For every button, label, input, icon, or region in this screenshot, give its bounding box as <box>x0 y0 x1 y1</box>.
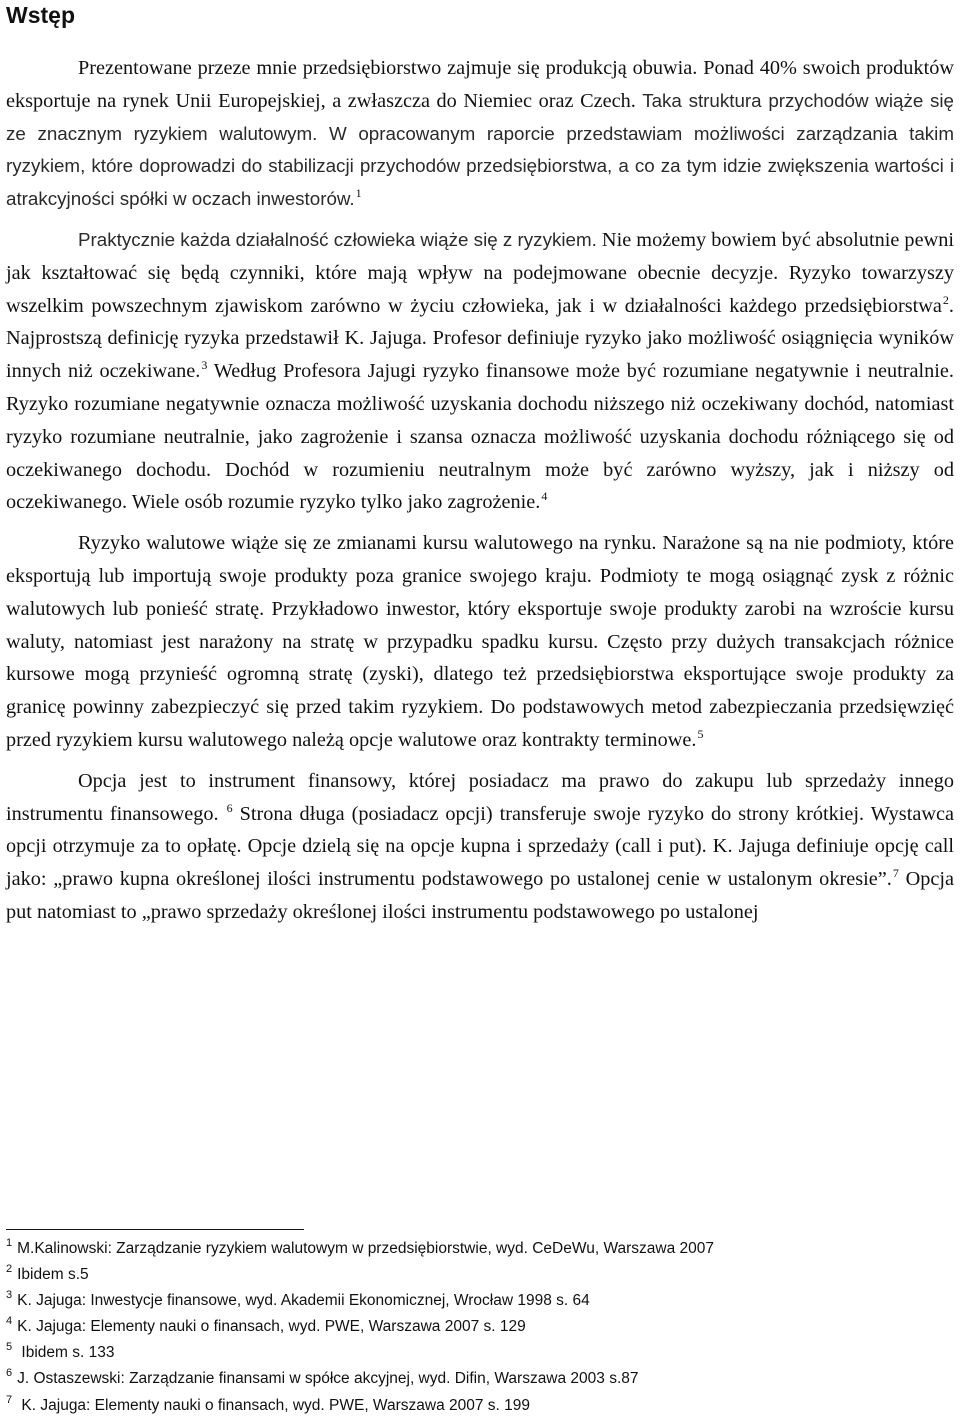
paragraph-risk <box>6 224 954 519</box>
footnote-number: 5 <box>6 1341 13 1354</box>
footnote-ref-5: 5 <box>697 726 704 741</box>
footnote-ref-3: 3 <box>201 358 208 373</box>
footnote-text: M.Kalinowski: Zarządzanie ryzykiem walutowym w przedsiębiorstwie, wyd. CeDeWu, Warszawa 2007 <box>17 1240 714 1257</box>
footnote-ref-6: 6 <box>226 800 233 815</box>
paragraph-risk-text-2: Nie możemy bowiem być absolutnie pewni jak kształtować się będą czynniki, które mają wpływ na podejmowane obecnie decyzje. <box>6 228 954 284</box>
footnote-number: 3 <box>6 1289 13 1302</box>
paragraph-intro-text-1: Prezentowane przeze mnie przedsiębiorstwo zajmuje się produkcją obuwia. Ponad 40% swoich produktów eksportuje na rynek Unii Europejskiej, a zwłaszcza do Niemiec oraz Czech. <box>6 57 954 112</box>
footnote-text: J. Ostaszewski: Zarządzanie finansami w spółce akcyjnej, wyd. Difin, Warszawa 2003 s.87 <box>17 1370 639 1388</box>
paragraph-currency-risk-text: Ryzyko walutowe wiąże się ze zmianami kursu walutowego na rynku. Narażone są na nie podmioty, które eksportują lub importują swoje produkty poza granice swojego kraju. Podmioty te mogą osiągnąć zysk z różnic walutowych lub ponieść stratę. Przykładowo inwestor, który eksportuje swoje produkty zarobi na wzroście kursu waluty, natomiast jest narażony na stratę w przypadku spadku kursu. Często przy dużych transakcjach różnice kursowe mogą przynieść ogromną stratę (zyski), dlatego też przedsiębiorstwa eksportujące swoje produkty za granicę powinny zabezpieczyć się przed takim ryzykiem. Do podstawowych metod zabezpieczania przedsięwzięć przed ryzykiem kursu walutowego należą opcje walutowe oraz kontrakty terminowe. <box>6 532 954 751</box>
footnote-item <box>6 1288 954 1314</box>
footnote-item <box>6 1366 954 1392</box>
footnote-number: 1 <box>6 1237 13 1249</box>
footnote-number: 7 <box>6 1393 13 1406</box>
footnote-ref-2: 2 <box>942 292 949 307</box>
paragraph-risk-text-3: Ryzyko towarzyszy wszelkim powszechnym zjawiskom zarówno w życiu człowieka, jak i w działalności każdego przedsiębiorstwa <box>6 261 955 317</box>
paragraph-intro-text-2: Taka struktura przychodów wiąże się ze znacznym ryzykiem walutowym. <box>6 89 954 144</box>
footnote-number: 2 <box>6 1263 13 1276</box>
footnote-number: 4 <box>6 1315 13 1328</box>
paragraph-options-text-3: Opcja put natomiast to „prawo sprzedaży określonej ilości instrumentu podstawowego po ustalonej <box>6 868 955 923</box>
paragraph-risk-text-1: Praktycznie każda działalność człowieka wiąże się z ryzykiem. <box>78 228 597 250</box>
paragraph-intro-text-3: W opracowanym raporcie przedstawiam możliwości zarządzania takim ryzykiem, które doprowadzi do stabilizacji przychodów przedsiębiorstwa, a co za tym idzie zwiększenia wartości i atrakcyjności spółki w oczach inwestorów. <box>6 122 954 210</box>
footnote-text: K. Jajuga: Elementy nauki o finansach, wyd. PWE, Warszawa 2007 s. 129 <box>17 1318 526 1336</box>
footnote-item <box>6 1340 954 1366</box>
footnote-separator <box>6 1229 304 1230</box>
footnote-item <box>6 1262 954 1288</box>
paragraph-options-text-2: Strona długa (posiadacz opcji) transferuje swoje ryzyko do strony krótkiej. Wystawca opcji otrzymuje za to opłatę. Opcje dzielą się na opcje kupna i sprzedaży (call i put). K. Jajuga definiuje opcję call jako: „prawo kupna określonej ilości instrumentu podstawowego po ustalonej cenie w ustalonym okresie”. <box>6 802 954 891</box>
footnotes <box>6 1236 954 1419</box>
footnote-ref-1: 1 <box>355 186 362 201</box>
footnote-text: K. Jajuga: Inwestycje finansowe, wyd. Akademii Ekonomicznej, Wrocław 1998 s. 64 <box>17 1292 590 1310</box>
body-text <box>6 52 954 929</box>
footnote-ref-4: 4 <box>541 489 548 504</box>
paragraph-options-text-1: Opcja jest to instrument finansowy, której posiadacz ma prawo do zakupu lub sprzedaży innego instrumentu finansowego. <box>6 769 954 825</box>
footnote-ref-7: 7 <box>892 866 899 881</box>
paragraph-risk-text-4: . Najprostszą definicję ryzyka przedstawił K. Jajuga. Profesor definiuje ryzyko jako możliwość osiągnięcia wyników innych niż oczekiwane. <box>6 294 954 383</box>
section-heading: Wstęp <box>6 2 75 28</box>
footnote-item <box>6 1314 954 1340</box>
footnote-text: K. Jajuga: Elementy nauki o finansach, wyd. PWE, Warszawa 2007 s. 199 <box>17 1396 531 1414</box>
paragraph-risk-text-5: Według Profesora Jajugi ryzyko finansowe może być rozumiane negatywnie i neutralnie. Ryzyko rozumiane negatywnie oznacza możliwość uzyskania dochodu niższego niż oczekiwany dochód, natomiast ryzyko rozumiane neutralnie, jako zagrożenie i szansa oznacza możliwość uzyskania dochodu różniącego się od oczekiwanego dochodu. Dochód w rozumieniu neutralnym może być zarówno wyższy, jak i niższy od oczekiwanego. Wiele osób rozumie ryzyko tylko jako zagrożenie. <box>6 360 955 514</box>
footnote-item <box>6 1236 954 1262</box>
paragraph-options <box>6 765 954 929</box>
footnote-number: 6 <box>6 1367 13 1380</box>
paragraph-intro <box>6 52 954 216</box>
paragraph-currency-risk <box>6 527 954 757</box>
footnote-text: Ibidem s. 133 <box>17 1344 115 1362</box>
footnote-text: Ibidem s.5 <box>17 1266 89 1284</box>
footnote-item <box>6 1393 954 1419</box>
